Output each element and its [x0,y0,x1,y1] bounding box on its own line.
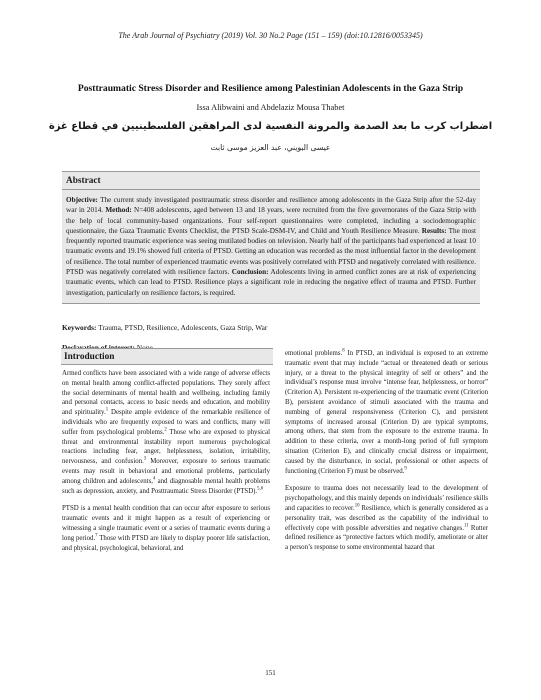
paragraph-text: Despite ample evidence of the remarkable resilience of individuals who are frequently exposed to wars and conflicts, many will suffer from psychological problems. [62,409,270,436]
citation: 8 [342,348,345,354]
paragraph-text: Those with PTSD are likely to display poorer life satisfaction, and physical, psychological, behavioral, and [62,534,270,552]
running-head: The Arab Journal of Psychiatry (2019) Vol. 30 No.2 Page (151 – 159) (doi:10.12816/0053345) [118,31,423,40]
keywords-text: Trauma, PTSD, Resilience, Adolescents, Gaza Strip, War [96,323,268,332]
paragraph-text: Resilience, which is generally considered as a personality trait, was described as the capability of the individual to effectively cope with possible adversities and negative changes. [285,504,489,532]
abstract-heading: Abstract [62,172,480,190]
paragraph-text: In PTSD, an individual is exposed to an extreme traumatic event that may include “actual or threatened death or serious injury, or a threat to the physical integrity of self or others” and the individual’s response must involve “intense fear, helplessness, or horror” (Criterion A). Persistent re-experiencing of the traumatic event (Criterion B), persistent avoidance of stimuli associated with the trauma and numbing of general responsiveness (Criterion C), and persistent symptoms of increased arousal (Criterion D) are typical symptoms, among others, that stem from the exposure to the extreme trauma. In addition to these criteria, over a month-long period of full symptom situation (Criterion E), and clinically crucial distress or impairment, caused by the disturbance, in social, professional or other aspects of functioning (Criterion F) must be observed. [285,350,489,475]
arabic-title: اضطراب كرب ما بعد الصدمة والمرونة النفسية لدى المراهقين الفلسطينيين في قطاع غزة [48,121,493,132]
citation: 1 [105,407,109,413]
citation: 2 [164,427,167,433]
citation: 11 [463,523,469,529]
paper-title: Posttraumatic Stress Disorder and Resilience among Palestinian Adolescents in the Gaza Strip [77,83,464,94]
citation: 5,6 [257,486,264,492]
paragraph-text: Armed conflicts have been associated with a wide range of adverse effects on mental health among conflict-affected populations. They sorely affect the social determinants of mental health and wellbeing, including family and personal contacts, access to basic needs and education, and mobility and spirituality. [62,370,270,417]
paragraph-text: emotional problems. [285,350,343,357]
objective-label: Objective: [66,196,98,204]
paragraph-text: and diagnosable mental health problems such as depression, anxiety, and Posttraumatic Stress Disorder (PTSD). [62,477,270,495]
page-number: 151 [265,669,276,677]
results-text: The most frequently reported traumatic experience was seeing mutilated bodies on television. Nearly half of the participants had experienced at least 10 traumatic events and 19.1% showed full criteria of PTSD. Getting an education was recorded as the most influential factor in the development of resilience. The total number of experienced traumatic events was positively correlated with PTSD and negatively correlated with resilience. PTSD was negatively correlated with resilience factors. [66,226,476,277]
method-text: N=408 adolescents, aged between 13 and 18 years, were recruited from the five governorates of the Gaza Strip with the help of local community-based organizations. Four self-report questionnaires were completed, including a sociodemographic questionnaire, the Gaza Traumatic Events Checklist, the PTSD Scale-DSM-IV, and Child and Youth Resilience Measure. [66,206,476,235]
intro-paragraph [62,504,270,553]
conclusion-label: Conclusion: [231,268,269,277]
paragraph-text: Those who are exposed to physical threat and environmental instability report numerous psychological reactions including fear, anger, helplessness, isolation, irritability, nervousness, and confusion. [62,428,270,466]
citation: 10 [354,503,360,509]
citation: 7 [95,533,98,539]
method-label: Method: [105,206,132,215]
keywords-label: Keywords: [62,323,97,332]
results-label: Results: [421,226,447,235]
objective-text: The current study investigated posttraumatic stress disorder and resilience among adolescents in the Gaza Strip after the 52-day war in 2014. [66,196,476,215]
arabic-author-list: عيسى البويني، عبد العزيز موسى ثابت [210,143,331,152]
paragraph-text: Rutter defined resilience as “protective factors which modify, ameliorate or alter a person’s response to some environmental hazard that [285,524,488,552]
intro-paragraph [285,349,488,476]
paragraph-text: PTSD is a mental health condition that can occur after exposure to serious traumatic events and it might happen as a result of experiencing or witnessing a single traumatic event or a series of traumatic events during a long period. [62,505,270,542]
paragraph-text: Exposure to trauma does not necessarily lead to the development of psychopathology, and this mainly depends on individuals’ resilience skills and capacities to recover. [285,485,488,512]
paragraph-text: Moreover, exposure to serious traumatic events may result in behavioral and emotional problems, particularly among children and adolescents, [62,458,270,485]
citation: 3 [143,456,147,462]
citation: 9 [404,466,407,472]
keywords-line [62,323,480,332]
author-list: Issa Alibwaini and Abdelaziz Mousa Thabet [196,103,345,112]
citation: 4 [152,476,156,482]
abstract-box [62,171,480,304]
abstract-body [62,190,480,303]
introduction-heading: Introduction [61,348,273,365]
intro-paragraph [62,369,270,496]
right-column [285,349,488,561]
conclusion-text: Adolescents living in armed conflict zones are at risk of experiencing traumatic events, which can lead to PTSD. Resilience plays a significant role in reducing the negative effect of trauma and PTSD. Further investigation, particularly on resilience factors, is required. [66,268,477,297]
left-column [62,369,270,561]
intro-paragraph [285,484,488,553]
